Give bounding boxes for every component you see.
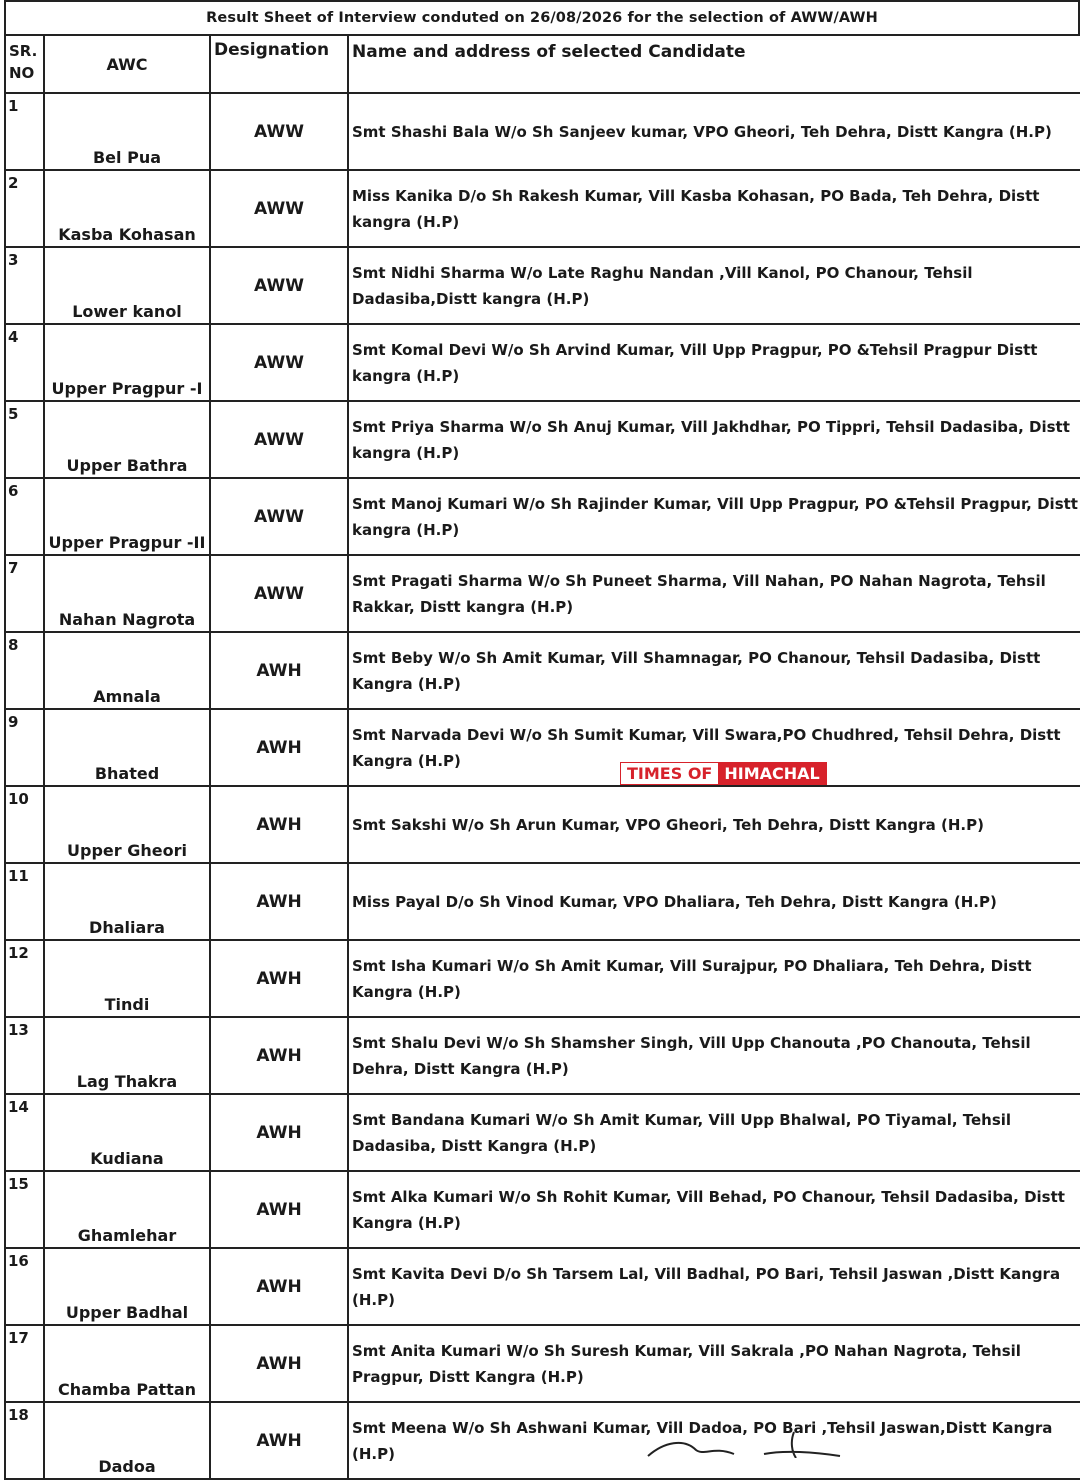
awc-cell: Upper Gheori	[44, 786, 210, 863]
designation-cell: AWW	[210, 93, 348, 170]
awc-cell: Kasba Kohasan	[44, 170, 210, 247]
designation-cell: AWW	[210, 247, 348, 324]
header-name-address: Name and address of selected Candidate	[348, 35, 1080, 93]
table-row	[5, 93, 1080, 170]
candidate-cell: Miss Kanika D/o Sh Rakesh Kumar, Vill Kasba Kohasan, PO Bada, Teh Dehra, Distt kangra (H.P)	[348, 170, 1080, 247]
candidate-cell: Smt Manoj Kumari W/o Sh Rajinder Kumar, Vill Upp Pragpur, PO &Tehsil Pragpur, Distt kangra (H.P)	[348, 478, 1080, 555]
awc-cell: Chamba Pattan	[44, 1325, 210, 1402]
designation-cell: AWH	[210, 863, 348, 940]
sr-no-cell: 12	[5, 940, 44, 1017]
result-sheet	[4, 0, 1080, 1476]
candidate-cell: Smt Shalu Devi W/o Sh Shamsher Singh, Vill Upp Chanouta ,PO Chanouta, Tehsil Dehra, Distt Kangra (H.P)	[348, 1017, 1080, 1094]
sr-no-cell: 7	[5, 555, 44, 632]
designation-cell: AWW	[210, 401, 348, 478]
sr-no-cell: 3	[5, 247, 44, 324]
sr-no-cell: 17	[5, 1325, 44, 1402]
designation-cell: AWH	[210, 1171, 348, 1248]
sr-no-cell: 2	[5, 170, 44, 247]
designation-cell: AWH	[210, 1325, 348, 1402]
designation-cell: AWW	[210, 478, 348, 555]
awc-cell: Lag Thakra	[44, 1017, 210, 1094]
awc-cell: Lower kanol	[44, 247, 210, 324]
sr-no-cell: 5	[5, 401, 44, 478]
table-row	[5, 1248, 1080, 1325]
candidate-cell: Smt Meena W/o Sh Ashwani Kumar, Vill Dadoa, PO Bari ,Tehsil Jaswan,Distt Kangra (H.P)	[348, 1402, 1080, 1479]
table-row	[5, 247, 1080, 324]
awc-cell: Ghamlehar	[44, 1171, 210, 1248]
candidate-cell: Smt Sakshi W/o Sh Arun Kumar, VPO Gheori, Teh Dehra, Distt Kangra (H.P)	[348, 786, 1080, 863]
candidate-cell: Smt Narvada Devi W/o Sh Sumit Kumar, Vill Swara,PO Chudhred, Tehsil Dehra, Distt Kangra (H.P)	[348, 709, 1080, 786]
candidate-cell: Smt Nidhi Sharma W/o Late Raghu Nandan ,Vill Kanol, PO Chanour, Tehsil Dadasiba,Distt kangra (H.P)	[348, 247, 1080, 324]
candidate-cell: Smt Shashi Bala W/o Sh Sanjeev kumar, VPO Gheori, Teh Dehra, Distt Kangra (H.P)	[348, 93, 1080, 170]
watermark-part1: TIMES OF	[621, 763, 718, 784]
table-body	[5, 93, 1080, 1479]
awc-cell: Dhaliara	[44, 863, 210, 940]
awc-cell: Bhated	[44, 709, 210, 786]
table-row	[5, 1402, 1080, 1479]
table-row	[5, 786, 1080, 863]
sr-no-cell: 11	[5, 863, 44, 940]
designation-cell: AWW	[210, 555, 348, 632]
table-row	[5, 632, 1080, 709]
table-row	[5, 1171, 1080, 1248]
awc-cell: Upper Pragpur -II	[44, 478, 210, 555]
awc-cell: Amnala	[44, 632, 210, 709]
table-row	[5, 940, 1080, 1017]
designation-cell: AWW	[210, 324, 348, 401]
sr-no-cell: 15	[5, 1171, 44, 1248]
sr-no-cell: 8	[5, 632, 44, 709]
table-header-row	[5, 35, 1080, 93]
table-row	[5, 324, 1080, 401]
sr-no-cell: 1	[5, 93, 44, 170]
awc-cell: Upper Pragpur -I	[44, 324, 210, 401]
designation-cell: AWH	[210, 709, 348, 786]
sr-no-cell: 14	[5, 1094, 44, 1171]
sr-no-cell: 6	[5, 478, 44, 555]
designation-cell: AWH	[210, 940, 348, 1017]
table-row	[5, 170, 1080, 247]
candidate-cell: Miss Payal D/o Sh Vinod Kumar, VPO Dhaliara, Teh Dehra, Distt Kangra (H.P)	[348, 863, 1080, 940]
signature-scribble	[644, 1428, 844, 1458]
candidate-cell: Smt Komal Devi W/o Sh Arvind Kumar, Vill Upp Pragpur, PO &Tehsil Pragpur Distt kangra (H.P)	[348, 324, 1080, 401]
candidate-cell: Smt Kavita Devi D/o Sh Tarsem Lal, Vill Badhal, PO Bari, Tehsil Jaswan ,Distt Kangra (H.P)	[348, 1248, 1080, 1325]
designation-cell: AWH	[210, 1017, 348, 1094]
sheet-title: Result Sheet of Interview conduted on 26/08/2026 for the selection of AWW/AWH	[4, 0, 1080, 34]
watermark-part2: HIMACHAL	[718, 763, 825, 784]
candidate-cell: Smt Isha Kumari W/o Sh Amit Kumar, Vill Surajpur, PO Dhaliara, Teh Dehra, Distt Kangra (H.P)	[348, 940, 1080, 1017]
awc-cell: Nahan Nagrota	[44, 555, 210, 632]
designation-cell: AWW	[210, 170, 348, 247]
candidate-cell: Smt Anita Kumari W/o Sh Suresh Kumar, Vill Sakrala ,PO Nahan Nagrota, Tehsil Pragpur, Distt Kangra (H.P)	[348, 1325, 1080, 1402]
candidate-cell: Smt Alka Kumari W/o Sh Rohit Kumar, Vill Behad, PO Chanour, Tehsil Dadasiba, Distt Kangra (H.P)	[348, 1171, 1080, 1248]
candidate-cell: Smt Pragati Sharma W/o Sh Puneet Sharma, Vill Nahan, PO Nahan Nagrota, Tehsil Rakkar, Distt kangra (H.P)	[348, 555, 1080, 632]
results-table	[4, 34, 1080, 1480]
awc-cell: Bel Pua	[44, 93, 210, 170]
sr-no-cell: 16	[5, 1248, 44, 1325]
table-row	[5, 1017, 1080, 1094]
sr-no-cell: 10	[5, 786, 44, 863]
sr-no-cell: 13	[5, 1017, 44, 1094]
sr-no-cell: 9	[5, 709, 44, 786]
designation-cell: AWH	[210, 1248, 348, 1325]
sr-no-cell: 4	[5, 324, 44, 401]
awc-cell: Upper Badhal	[44, 1248, 210, 1325]
table-row	[5, 1094, 1080, 1171]
designation-cell: AWH	[210, 1094, 348, 1171]
header-sr-no: SR. NO	[5, 35, 44, 93]
awc-cell: Kudiana	[44, 1094, 210, 1171]
header-awc: AWC	[44, 35, 210, 93]
table-row	[5, 863, 1080, 940]
sr-no-cell: 18	[5, 1402, 44, 1479]
awc-cell: Tindi	[44, 940, 210, 1017]
table-row	[5, 1325, 1080, 1402]
table-row	[5, 555, 1080, 632]
header-designation: Designation	[210, 35, 348, 93]
candidate-cell: Smt Priya Sharma W/o Sh Anuj Kumar, Vill Jakhdhar, PO Tippri, Tehsil Dadasiba, Distt kangra (H.P)	[348, 401, 1080, 478]
table-row	[5, 709, 1080, 786]
awc-cell: Dadoa	[44, 1402, 210, 1479]
candidate-cell: Smt Beby W/o Sh Amit Kumar, Vill Shamnagar, PO Chanour, Tehsil Dadasiba, Distt Kangra (H.P)	[348, 632, 1080, 709]
candidate-cell: Smt Bandana Kumari W/o Sh Amit Kumar, Vill Upp Bhalwal, PO Tiyamal, Tehsil Dadasiba, Distt Kangra (H.P)	[348, 1094, 1080, 1171]
table-row	[5, 401, 1080, 478]
awc-cell: Upper Bathra	[44, 401, 210, 478]
table-row	[5, 478, 1080, 555]
designation-cell: AWH	[210, 632, 348, 709]
watermark-logo	[620, 762, 827, 785]
designation-cell: AWH	[210, 786, 348, 863]
designation-cell: AWH	[210, 1402, 348, 1479]
